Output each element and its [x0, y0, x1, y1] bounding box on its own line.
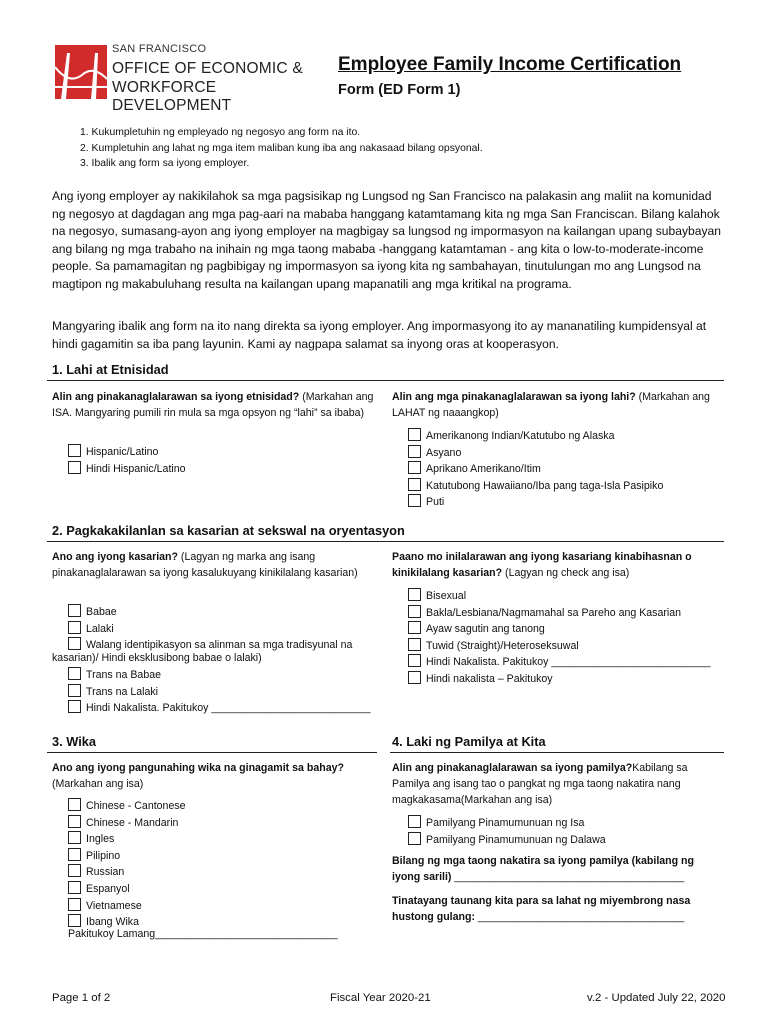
orientation-option[interactable]: Hindi nakalista – Pakitukoy — [408, 671, 711, 688]
language-specify-field[interactable]: Pakitukoy Lamang_______________________________ — [68, 928, 338, 940]
logo-department-text: WORKFORCE DEVELOPMENT — [112, 79, 232, 114]
checkbox[interactable] — [68, 621, 81, 634]
race-option[interactable]: Amerikanong Indian/Katutubo ng Alaska — [408, 428, 663, 445]
gender-option[interactable]: Hindi Nakalista. Pakitukoy ___________________________ — [68, 700, 371, 717]
section1-rule — [47, 380, 724, 381]
logo-city-text: SAN FRANCISCO — [112, 43, 207, 55]
gender-question: Ano ang iyong kasarian? (Lagyan ng marka ang isang pinakanaglalarawan sa iyong kasalukuyang kinikilalang kasarian) — [52, 551, 358, 579]
checkbox[interactable] — [68, 881, 81, 894]
race-option[interactable]: Asyano — [408, 445, 663, 462]
oewd-logo — [55, 40, 330, 114]
form-title: Employee Family Income Certification — [338, 54, 682, 75]
checkbox[interactable] — [68, 461, 81, 474]
gender-options — [68, 604, 352, 654]
language-option[interactable]: Vietnamese — [68, 898, 186, 915]
checkbox[interactable] — [408, 494, 421, 507]
section3-rule — [47, 752, 377, 753]
golden-gate-bridge-logo-icon — [55, 45, 107, 99]
instruction-item: 1. Kukumpletuhin ng empleyado ng negosyo ang form na ito. — [80, 127, 361, 138]
checkbox[interactable] — [408, 671, 421, 684]
language-option[interactable]: Russian — [68, 864, 186, 881]
race-option[interactable]: Aprikano Amerikano/Itim — [408, 461, 663, 478]
family-option[interactable]: Pamilyang Pinamumunuan ng Isa — [408, 815, 606, 832]
ethnicity-options — [68, 444, 186, 477]
logo-office-text: OFFICE OF ECONOMIC & — [112, 60, 303, 77]
checkbox[interactable] — [408, 445, 421, 458]
household-income-field[interactable]: Tinatayang taunang kita para sa lahat ng miyembrong nasa hustong gulang: ___________________________________ — [392, 895, 691, 923]
checkbox[interactable] — [408, 654, 421, 667]
language-option[interactable]: Espanyol — [68, 881, 186, 898]
checkbox[interactable] — [68, 831, 81, 844]
gender-option[interactable]: Trans na Lalaki — [68, 684, 371, 701]
checkbox[interactable] — [68, 798, 81, 811]
language-question: Ano ang iyong pangunahing wika na ginagamit sa bahay? (Markahan ang isa) — [52, 762, 344, 790]
family-options — [408, 815, 606, 848]
orientation-option[interactable]: Tuwid (Straight)/Heteroseksuwal — [408, 638, 711, 655]
section1-title: 1. Lahi at Etnisidad — [52, 362, 169, 377]
checkbox[interactable] — [408, 815, 421, 828]
language-option[interactable]: Chinese - Cantonese — [68, 798, 186, 815]
fiscal-year: Fiscal Year 2020-21 — [330, 992, 431, 1004]
race-option[interactable]: Puti — [408, 494, 663, 511]
language-option[interactable]: Pilipino — [68, 848, 186, 865]
form-subtitle: Form (ED Form 1) — [338, 82, 461, 98]
race-options — [408, 428, 663, 511]
checkbox[interactable] — [68, 815, 81, 828]
intro-paragraph: Ang iyong employer ay nakikilahok sa mga pagsisikap ng Lungsod ng San Francisco na palakasin ang maliit na komunidad ng negosyo at dagdagan ang mga pag-aari na mababa hanggang katamtamang kita ng mga San Franciscan. Bilang kalahok na negosyo, sumasang-ayon ang iyong employer na magbigay sa lungsod ng impormasyon na kailangan upang subaybayan ang bilang ng mga trabaho na inihain ng mga taong mababa -hanggang katamtaman - ang kita o low-to-moderate-income people. Sa pamamagitan ng pagbibigay ng impormasyon sa iyong kita ng sambahayan, tinutulungan mo ang Lungsod na magtipon ng makabuluhang resulta na kailangan upang mapanatili ang mga kritikal na programa. — [52, 189, 721, 291]
language-option[interactable]: Ibang Wika — [68, 914, 186, 931]
checkbox[interactable] — [408, 461, 421, 474]
checkbox[interactable] — [68, 667, 81, 680]
gender-option[interactable]: Walang identipikasyon sa alinman sa mga tradisyunal na — [68, 637, 352, 654]
checkbox[interactable] — [68, 637, 81, 650]
instruction-item: 2. Kumpletuhin ang lahat ng mga item maliban kung iba ang nakasaad bilang opsyonal. — [80, 142, 483, 154]
checkbox[interactable] — [408, 588, 421, 601]
ethnicity-question: Alin ang pinakanaglalarawan sa iyong etnisidad? (Markahan ang ISA. Mangyaring pumili rin mula sa mga opsyon ng “lahi” sa ibaba) — [52, 391, 374, 419]
checkbox[interactable] — [68, 684, 81, 697]
checkbox[interactable] — [408, 428, 421, 441]
race-question: Alin ang mga pinakanaglalarawan sa iyong lahi? (Markahan ang LAHAT ng naaangkop) — [392, 391, 710, 419]
section4-rule — [390, 752, 724, 753]
household-size-field[interactable]: Bilang ng mga taong nakatira sa iyong pamilya (kabilang ng iyong sarili) _______________________________________ — [392, 855, 694, 883]
section3-title: 3. Wika — [52, 734, 96, 749]
page-number: Page 1 of 2 — [52, 992, 111, 1004]
family-question: Alin ang pinakanaglalarawan sa iyong pamilya?Kabilang sa Pamilya ang isang tao o pangkat ng mga taong nakatira nang magkakasama(Markahan ang isa) — [392, 762, 688, 806]
section4-title: 4. Laki ng Pamilya at Kita — [392, 734, 546, 749]
checkbox[interactable] — [408, 478, 421, 491]
gender-option[interactable]: Lalaki — [68, 621, 352, 638]
orientation-option[interactable]: Bisexual — [408, 588, 711, 605]
orientation-option[interactable]: Ayaw sagutin ang tanong — [408, 621, 711, 638]
orientation-question: Paano mo inilalarawan ang iyong kasariang kinabihasnan o kinikilalang kasarian? (Lagyan ng check ang isa) — [392, 551, 692, 579]
instruction-item: 3. Ibalik ang form sa iyong employer. — [80, 158, 250, 169]
checkbox[interactable] — [68, 848, 81, 861]
gender-option[interactable]: Trans na Babae — [68, 667, 371, 684]
race-option[interactable]: Katutubong Hawaiiano/Iba pang taga-Isla Pasipiko — [408, 478, 663, 495]
checkbox[interactable] — [68, 898, 81, 911]
gender-option[interactable]: Babae — [68, 604, 352, 621]
section2-rule — [47, 541, 724, 542]
language-option[interactable]: Ingles — [68, 831, 186, 848]
checkbox[interactable] — [68, 444, 81, 457]
orientation-options — [408, 588, 711, 688]
checkbox[interactable] — [68, 604, 81, 617]
checkbox[interactable] — [68, 700, 81, 713]
checkbox[interactable] — [408, 605, 421, 618]
checkbox[interactable] — [68, 864, 81, 877]
checkbox[interactable] — [408, 621, 421, 634]
checkbox[interactable] — [408, 638, 421, 651]
gender-option-continuation: kasarian)/ Hindi eksklusibong babae o lalaki) — [52, 652, 262, 664]
language-option[interactable]: Chinese - Mandarin — [68, 815, 186, 832]
section2-title: 2. Pagkakakilanlan sa kasarian at sekswal na oryentasyon — [52, 523, 405, 538]
orientation-option[interactable]: Bakla/Lesbiana/Nagmamahal sa Pareho ang Kasarian — [408, 605, 711, 622]
instructions-list — [80, 125, 483, 172]
orientation-option[interactable]: Hindi Nakalista. Pakitukoy ___________________________ — [408, 654, 711, 671]
ethnicity-option-not-hispanic[interactable]: Hindi Hispanic/Latino — [68, 461, 186, 478]
return-paragraph: Mangyaring ibalik ang form na ito nang direkta sa iyong employer. Ang impormasyong ito ay mananatiling kumpidensyal at hindi gagamitin sa iba pang layunin. Kami ay nagpapa salamat sa inyong oras at kooperasyon. — [52, 319, 707, 351]
checkbox[interactable] — [408, 832, 421, 845]
family-option[interactable]: Pamilyang Pinamumunuan ng Dalawa — [408, 832, 606, 849]
gender-options-more — [68, 667, 371, 717]
ethnicity-option-hispanic[interactable]: Hispanic/Latino — [68, 444, 186, 461]
language-options — [68, 798, 186, 931]
version-date: v.2 - Updated July 22, 2020 — [587, 992, 726, 1004]
